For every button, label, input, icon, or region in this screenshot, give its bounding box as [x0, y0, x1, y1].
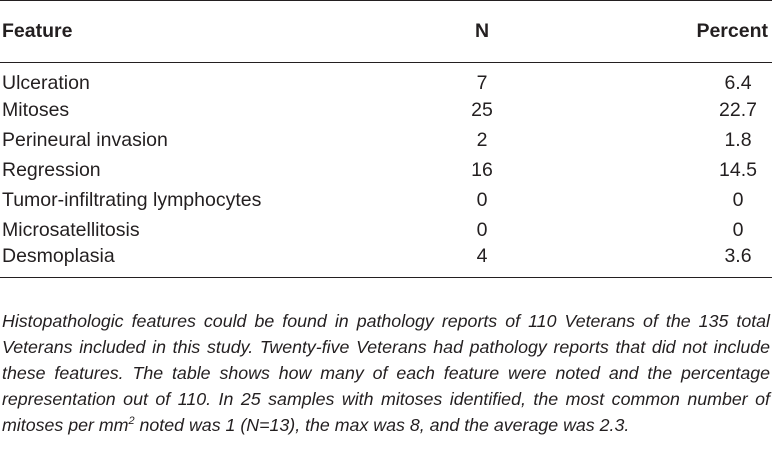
header-feature: Feature	[2, 20, 73, 42]
table-row	[0, 245, 772, 278]
table-footnote	[2, 308, 770, 438]
table-row	[0, 215, 772, 245]
percent-cell	[582, 95, 772, 125]
n-cell: 0	[476, 218, 488, 241]
feature-cell: Perineural invasion	[2, 128, 168, 151]
table-header-row	[0, 1, 772, 63]
percent-cell	[582, 185, 772, 215]
header-percent-label: Percent	[696, 20, 768, 42]
table-row	[0, 125, 772, 155]
n-cell: 0	[476, 188, 488, 211]
n-cell: 16	[471, 158, 493, 181]
percent-cell	[582, 245, 772, 278]
feature-cell: Microsatellitosis	[2, 218, 140, 241]
feature-cell: Ulceration	[2, 72, 90, 94]
percent-cell	[582, 63, 772, 96]
percent-cell	[582, 155, 772, 185]
feature-cell: Tumor-infiltrating lymphocytes	[2, 188, 262, 211]
percent-value: 0	[732, 188, 744, 211]
percent-value: 1.8	[724, 128, 752, 151]
percent-cell	[582, 125, 772, 155]
table-row	[0, 155, 772, 185]
header-percent	[582, 1, 772, 63]
n-cell: 25	[471, 98, 493, 121]
percent-value: 6.4	[724, 72, 752, 94]
table-row	[0, 63, 772, 96]
percent-value: 22.7	[719, 98, 757, 121]
table-row	[0, 185, 772, 215]
table-row	[0, 95, 772, 125]
header-n: N	[474, 20, 490, 42]
footnote-text-part2: noted was 1 (N=13), the max was 8, and the average was 2.3.	[134, 414, 630, 435]
feature-cell: Regression	[2, 158, 101, 181]
footnote-superscript: 2	[128, 414, 135, 427]
n-cell: 4	[476, 245, 488, 267]
n-cell: 7	[476, 72, 488, 94]
footnote-text-part1: Histopathologic features could be found in pathology reports of 110 Veterans of the 135 total Veterans included in this study. Twenty-five Veterans had pathology reports that did not include these features. The table shows how many of each feature were noted and the percentage representation out of 110. In 25 samples with mitoses identified, the most common number of mitoses per mm	[2, 310, 770, 435]
percent-value: 14.5	[719, 158, 757, 181]
percent-value: 3.6	[724, 245, 752, 267]
percent-value: 0	[732, 218, 744, 241]
n-cell: 2	[476, 128, 488, 151]
percent-cell	[582, 215, 772, 245]
feature-cell: Desmoplasia	[2, 245, 115, 267]
feature-cell: Mitoses	[2, 98, 70, 121]
